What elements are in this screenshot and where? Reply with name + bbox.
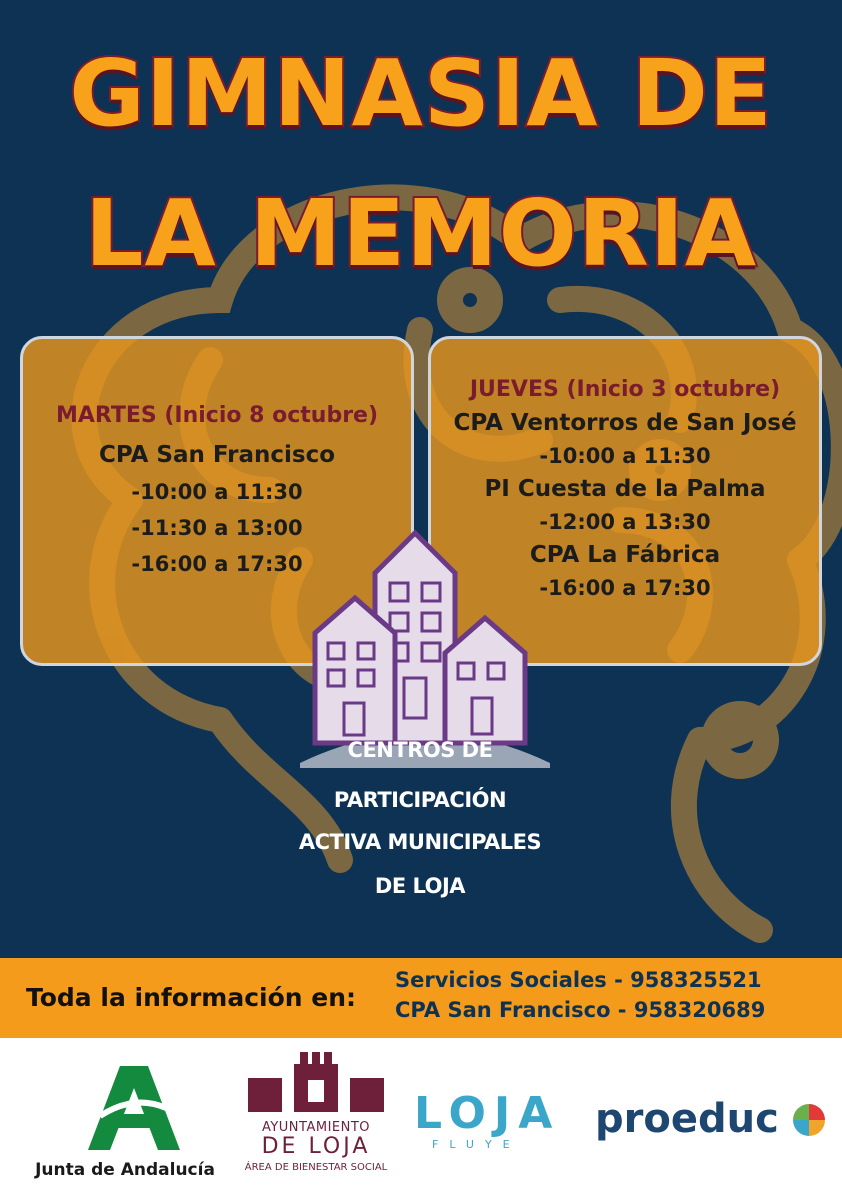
thursday-place-2: PI Cuesta de la Palma	[484, 476, 766, 502]
de-loja-label: DE LOJA	[261, 1134, 371, 1159]
castle-icon	[238, 1050, 394, 1120]
puzzle-icon	[791, 1102, 827, 1138]
title-line-1: GIMNASIA DE	[69, 40, 773, 147]
info-band	[0, 958, 842, 1038]
ayuntamiento-loja-logo	[238, 1050, 394, 1180]
thursday-time-2: -12:00 a 13:30	[539, 510, 711, 534]
tuesday-place: CPA San Francisco	[98, 442, 336, 468]
junta-a-icon	[30, 1058, 220, 1154]
tuesday-time-2: -11:30 a 13:00	[131, 516, 303, 540]
area-bienestar-label: ÁREA DE BIENESTAR SOCIAL	[244, 1162, 388, 1173]
loja-wordmark: LOJA	[414, 1088, 561, 1139]
tuesday-heading: MARTES (Inicio 8 octubre)	[55, 403, 379, 428]
logos-footer	[0, 1038, 842, 1191]
thursday-time-1: -10:00 a 11:30	[539, 444, 711, 468]
proeduca-logo	[595, 1096, 830, 1146]
centros-line-1: CENTROS DE	[347, 738, 493, 762]
tuesday-time-3: -16:00 a 17:30	[131, 552, 303, 576]
thursday-place-3: CPA La Fábrica	[529, 542, 721, 568]
contact-servicios-sociales: Servicios Sociales - 958325521	[395, 968, 762, 992]
contact-cpa-san-francisco: CPA San Francisco - 958320689	[395, 998, 766, 1022]
junta-andalucia-logo	[30, 1058, 220, 1178]
junta-label: Junta de Andalucía	[35, 1160, 215, 1180]
info-label: Toda la información en:	[26, 983, 357, 1012]
loja-fluye-logo	[414, 1088, 564, 1158]
ayuntamiento-label: AYUNTAMIENTO	[261, 1120, 371, 1135]
fluye-label: FLUYE	[432, 1138, 521, 1151]
title-line-2: LA MEMORIA	[84, 180, 758, 287]
centros-line-3: ACTIVA MUNICIPALES	[298, 830, 542, 854]
centros-line-2: PARTICIPACIÓN	[333, 788, 507, 812]
thursday-time-3: -16:00 a 17:30	[539, 576, 711, 600]
tuesday-time-1: -10:00 a 11:30	[131, 480, 303, 504]
thursday-heading: JUEVES (Inicio 3 octubre)	[469, 377, 781, 402]
proeduca-wordmark: proeduc	[595, 1096, 779, 1142]
centros-line-4: DE LOJA	[374, 874, 466, 898]
thursday-place-1: CPA Ventorros de San José	[453, 410, 797, 436]
